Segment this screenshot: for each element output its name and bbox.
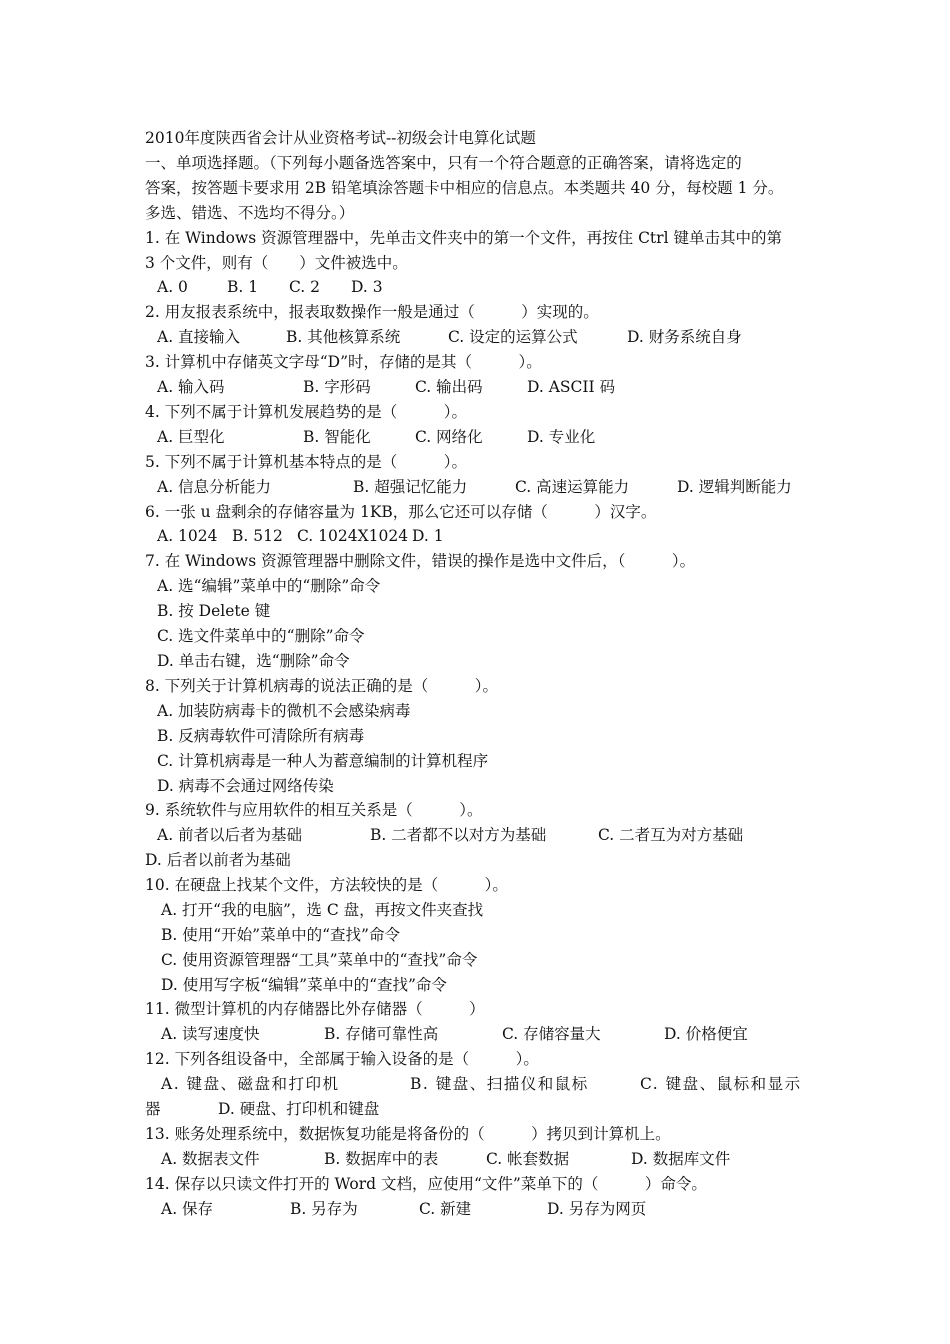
section-instructions-line: 一、单项选择题。（下列每小题备选答案中，只有一个符合题意的正确答案，请将选定的 <box>145 154 742 172</box>
answer-option: D. 单击右键，选“删除”命令 <box>157 652 350 670</box>
answer-option: D. 后者以前者为基础 <box>145 851 291 869</box>
answer-option: C. 2 <box>289 278 321 296</box>
answer-option: A. 前者以后者为基础 <box>157 826 303 844</box>
answer-option-continuation: 器 <box>145 1100 161 1118</box>
answer-option: C. 网络化 <box>415 428 483 446</box>
answer-option: C. 帐套数据 <box>486 1150 570 1168</box>
answer-option: C. 键盘、鼠标和显示 <box>640 1075 802 1093</box>
answer-option: A. 1024 <box>157 527 218 545</box>
answer-option: A. 选“编辑”菜单中的“删除”命令 <box>157 577 381 595</box>
answer-option: B. 其他核算系统 <box>286 328 401 346</box>
question-stem: 9. 系统软件与应用软件的相互关系是（ ）。 <box>145 801 483 819</box>
answer-option: C. 1024X1024 <box>297 527 409 545</box>
question-stem: 2. 用友报表系统中，报表取数操作一般是通过（ ）实现的。 <box>145 303 599 321</box>
answer-option: D. 财务系统自身 <box>627 328 742 346</box>
question-stem: 14. 保存以只读文件打开的 Word 文档，应使用“文件”菜单下的（ ）命令。 <box>145 1175 707 1193</box>
document-title: 2010年度陕西省会计从业资格考试--初级会计电算化试题 <box>145 129 536 147</box>
answer-option: B. 1 <box>227 278 259 296</box>
answer-option: A. 0 <box>157 278 188 296</box>
answer-option: B. 二者都不以对方为基础 <box>370 826 547 844</box>
answer-option: A. 数据表文件 <box>161 1150 260 1168</box>
answer-option: C. 选文件菜单中的“删除”命令 <box>157 627 365 645</box>
answer-option: C. 二者互为对方基础 <box>598 826 744 844</box>
answer-option: A. 输入码 <box>157 378 225 396</box>
answer-option: D. ASCII 码 <box>527 378 616 396</box>
answer-option: B. 反病毒软件可清除所有病毒 <box>157 727 365 745</box>
question-stem: 4. 下列不属于计算机发展趋势的是（ ）。 <box>145 403 467 421</box>
question-stem: 10. 在硬盘上找某个文件，方法较快的是（ ）。 <box>145 876 508 894</box>
section-instructions-line: 答案，按答题卡要求用 2B 铅笔填涂答题卡中相应的信息点。本类题共 40 分，每校题 1 分。 <box>145 179 784 197</box>
answer-option: D. 逻辑判断能力 <box>677 478 792 496</box>
question-stem: 1. 在 Windows 资源管理器中，先单击文件夹中的第一个文件，再按住 Ctrl 键单击其中的第 <box>145 229 782 247</box>
question-stem: 8. 下列关于计算机病毒的说法正确的是（ ）。 <box>145 677 498 695</box>
answer-option: D. 3 <box>351 278 383 296</box>
answer-option: A. 打开“我的电脑”，选 C 盘，再按文件夹查找 <box>161 901 484 919</box>
answer-option: A. 信息分析能力 <box>157 478 272 496</box>
answer-option: B. 智能化 <box>303 428 371 446</box>
answer-option: A. 读写速度快 <box>161 1025 260 1043</box>
question-stem: 7. 在 Windows 资源管理器中删除文件，错误的操作是选中文件后，（ ）。 <box>145 552 696 570</box>
question-stem: 11. 微型计算机的内存储器比外存储器（ ） <box>145 1000 485 1018</box>
section-instructions-line: 多选、错选、不选均不得分。） <box>145 204 355 222</box>
answer-option: A. 键盘、磁盘和打印机 <box>161 1075 340 1093</box>
answer-option: D. 另存为网页 <box>547 1200 647 1218</box>
answer-option: B. 数据库中的表 <box>324 1150 439 1168</box>
answer-option: A. 保存 <box>161 1200 214 1218</box>
answer-option: C. 使用资源管理器“工具”菜单中的“查找”命令 <box>161 951 478 969</box>
answer-option: B. 512 <box>232 527 283 545</box>
answer-option: C. 新建 <box>419 1200 472 1218</box>
answer-option: B. 超强记忆能力 <box>353 478 468 496</box>
answer-option: D. 病毒不会通过网络传染 <box>157 777 334 795</box>
answer-option: C. 计算机病毒是一种人为蓄意编制的计算机程序 <box>157 752 489 770</box>
answer-option: B. 按 Delete 键 <box>157 602 271 620</box>
answer-option: A. 巨型化 <box>157 428 225 446</box>
answer-option: D. 硬盘、打印机和键盘 <box>218 1100 380 1118</box>
answer-option: C. 高速运算能力 <box>515 478 630 496</box>
answer-option: D. 专业化 <box>527 428 596 446</box>
answer-option: C. 输出码 <box>415 378 483 396</box>
answer-option: C. 存储容量大 <box>502 1025 601 1043</box>
answer-option: B. 使用“开始”菜单中的“查找”命令 <box>161 926 400 944</box>
question-stem: 5. 下列不属于计算机基本特点的是（ ）。 <box>145 453 467 471</box>
question-stem: 3 个文件，则有（ ）文件被选中。 <box>145 254 408 272</box>
answer-option: D. 1 <box>412 527 444 545</box>
question-stem: 13. 账务处理系统中，数据恢复功能是将备份的（ ）拷贝到计算机上。 <box>145 1125 671 1143</box>
question-stem: 6. 一张 u 盘剩余的存储容量为 1KB，那么它还可以存储（ ）汉字。 <box>145 503 657 521</box>
answer-option: D. 价格便宜 <box>664 1025 748 1043</box>
answer-option: D. 使用写字板“编辑”菜单中的“查找”命令 <box>161 976 447 994</box>
answer-option: B. 另存为 <box>290 1200 358 1218</box>
question-stem: 3. 计算机中存储英文字母“D”时，存储的是其（ ）。 <box>145 353 542 371</box>
answer-option: A. 直接输入 <box>157 328 241 346</box>
question-stem: 12. 下列各组设备中，全部属于输入设备的是（ ）。 <box>145 1050 539 1068</box>
answer-option: B. 存储可靠性高 <box>324 1025 439 1043</box>
answer-option: B. 键盘、扫描仪和鼠标 <box>410 1075 589 1093</box>
answer-option: C. 设定的运算公式 <box>448 328 578 346</box>
answer-option: B. 字形码 <box>303 378 371 396</box>
answer-option: A. 加装防病毒卡的微机不会感染病毒 <box>157 702 411 720</box>
answer-option: D. 数据库文件 <box>631 1150 731 1168</box>
